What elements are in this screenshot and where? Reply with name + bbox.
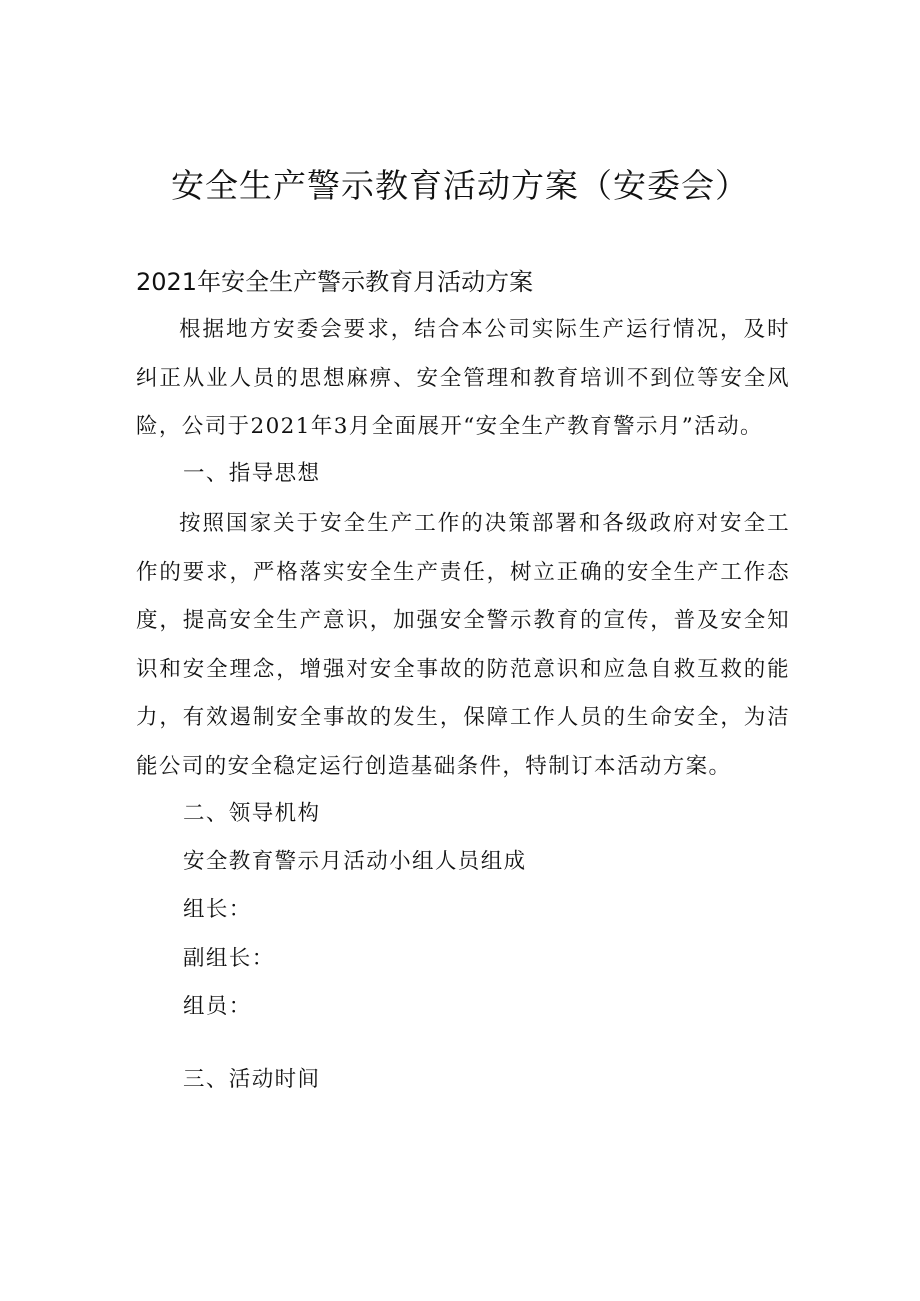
document-title: 安全生产警示教育活动方案（安委会） [171, 166, 749, 205]
intro-paragraph: 根据地方安委会要求，结合本公司实际生产运行情况，及时纠正从业人员的思想麻痹、安全管理和教育培训不到位等安全风险，公司于2021年3月全面展开“安全生产教育警示月”活动。 [136, 317, 790, 439]
section-2-heading: 二、领导机构 [183, 801, 321, 826]
section-3-heading: 三、活动时间 [183, 1067, 321, 1092]
section-1-body: 按照国家关于安全生产工作的决策部署和各级政府对安全工作的要求，严格落实安全生产责任，树立正确的安全生产工作态度，提高安全生产意识，加强安全警示教育的宣传，普及安全知识和安全理念，增强对安全事故的防范意识和应急自救互救的能力，有效遏制安全事故的发生，保障工作人员的生命安全，为洁能公司的安全稳定运行创造基础条件，特制订本活动方案。 [136, 511, 790, 779]
leader-field: 组长： [183, 897, 252, 922]
group-title: 安全教育警示月活动小组人员组成 [183, 849, 527, 874]
deputy-leader-field: 副组长： [183, 946, 275, 971]
document-subtitle: 2021年安全生产警示教育月活动方案 [136, 268, 534, 296]
section-1-heading: 一、指导思想 [183, 461, 321, 486]
members-field: 组员： [183, 994, 252, 1019]
